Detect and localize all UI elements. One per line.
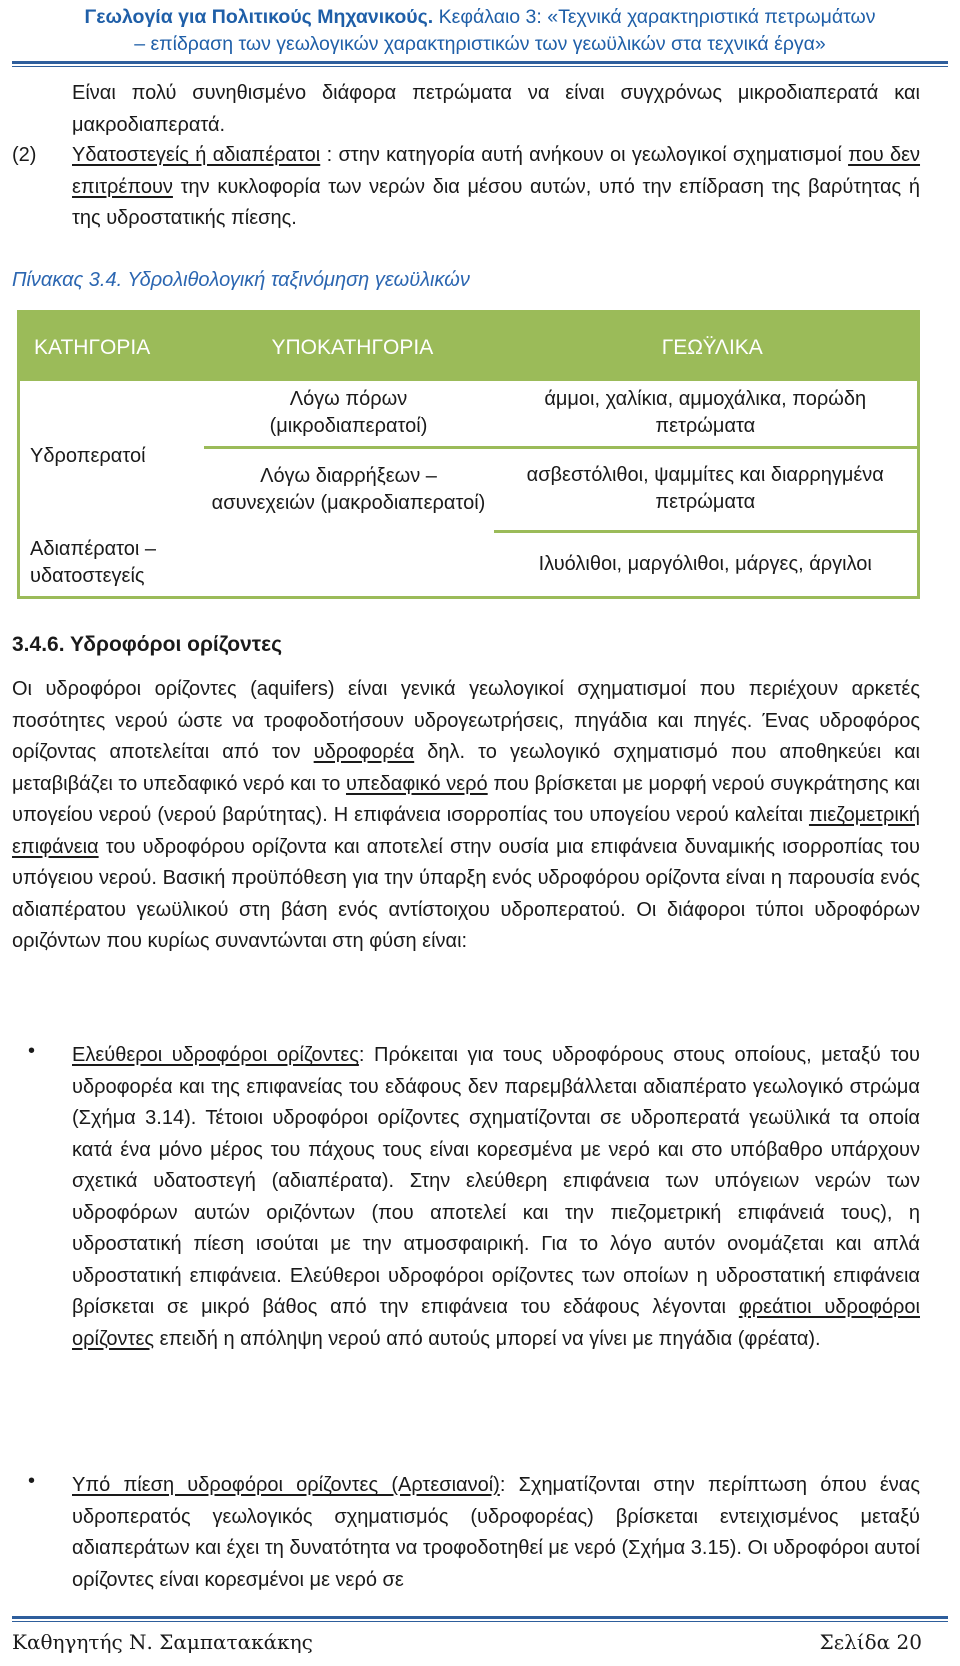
term-free-aquifers: Ελεύθεροι υδροφόροι ορίζοντες <box>72 1044 359 1066</box>
materials-fractures: ασβεστόλιθοι, ψαμμίτες και διαρρηγμένα πετρώματα <box>494 447 919 531</box>
term-confined-aquifers: Υπό πίεση υδροφόροι ορίζοντες (Αρτεσιανοί) <box>72 1474 500 1496</box>
materials-impermeable: Ιλυόλιθοι, μαργόλιθοι, μάργες, άργιλοι <box>538 552 872 575</box>
category-impermeable: Αδιαπέρατοι – υδατοστεγείς <box>30 538 156 588</box>
item-2-underlined: που δεν επιτρέπουν <box>72 144 921 198</box>
header-subcategory: ΥΠΟΚΑΤΗΓΟΡΙΑ <box>204 312 494 382</box>
table-row <box>19 381 919 447</box>
header-materials: ΓΕΩΫΛΙΚΑ <box>494 312 919 382</box>
footer-rule <box>12 1616 948 1622</box>
term-phreatic-aquifers: φρεάτιοι υδροφόροι ορίζοντες <box>72 1296 920 1350</box>
subcategory-empty <box>204 531 494 597</box>
bullet-icon: • <box>28 1040 36 1062</box>
item-2-term: Υδατοστεγείς ή αδιαπέρατοι <box>72 144 321 166</box>
table-row <box>19 531 919 597</box>
bullet-confined-aquifers: Υπό πίεση υδροφόροι ορίζοντες (Αρτεσιανοί): Σχηματίζονται στην περίπτωση όπου ένας υδροπερατός γεωλογικός σχηματισμός (υδροφορέας) βρίσκεται εντειχισμένος μεταξύ αδιαπεράτων και έχει τη δυνατότητα να τροφοδοτηθεί με νερό (Σχήμα 3.15). Οι υδροφόροι αυτοί ορίζοντες είναι κορεσμένοι με νερό σε <box>72 1474 920 1591</box>
term-piezometric-surface: πιεζομετρική επιφάνεια <box>12 804 920 858</box>
header-bold: Γεωλογία για Πολιτικούς Μηχανικούς. <box>84 6 434 28</box>
hydrolithology-table <box>17 310 920 599</box>
subcategory-fractures: Λόγω διαρρήξεων – ασυνεχειών (μακροδιαπερατοί) <box>211 464 486 514</box>
header-line1: Κεφάλαιο 3: «Τεχνικά χαρακτηριστικά πετρωμάτων <box>433 6 876 28</box>
header-rule <box>12 61 948 67</box>
table-header-row <box>19 312 919 382</box>
section-title: 3.4.6. Υδροφόροι ορίζοντες <box>12 633 283 656</box>
header-category: ΚΑΤΗΓΟΡΙΑ <box>19 312 204 382</box>
footer-page-number: Σελίδα 20 <box>819 1630 922 1654</box>
subcategory-pores: Λόγω πόρων (μικροδιαπερατοί) <box>204 381 494 447</box>
section-paragraph: Οι υδροφόροι ορίζοντες (aquifers) είναι γενικά γεωλογικοί σχηματισμοί που περιέχουν αρκετές ποσότητες νερού ώστε να τροφοδοτήσουν υδρογεωτρήσεις, πηγάδια και πηγές. Ένας υδροφόρος ορίζοντας αποτελείται από τον υδροφορέα δηλ. το γεωλογικό σχηματισμό που αποθηκεύει και μεταβιβάζει το υπεδαφικό νερό και το υπεδαφικό νερό που βρίσκεται με μορφή νερού συγκράτησης και υπογείου νερού (νερού βαρύτητας). Η επιφάνεια ισορροπίας του υπογείου νερού καλείται πιεζομετρική επιφάνεια του υδροφόρου ορίζοντα και αποτελεί στην ουσία μια επιφάνεια δυναμικής ισορροπίας του υπόγειου νερού. Βασική προϋπόθεση για την ύπαρξη ενός υδροφόρου ορίζοντα είναι η παρουσία ενός αδιαπέρατου γεωϋλικού στη βάση ενός αντίστοιχου υδροπερατού. Οι διάφοροι τύποι υδροφόρων οριζόντων που κυρίως συναντώνται στη φύση είναι: <box>12 678 921 952</box>
item-2-paragraph: Υδατοστεγείς ή αδιαπέρατοι : στην κατηγορία αυτή ανήκουν οι γεωλογικοί σχηματισμοί που δεν επιτρέπουν την κυκλοφορία των νερών δια μέσου αυτών, υπό την επίδραση της βαρύτητας ή της υδροστατικής πίεσης. <box>72 144 921 229</box>
term-aquifer-carrier: υδροφορέα <box>313 741 415 763</box>
footer-author: Καθηγητής Ν. Σαμπατακάκης <box>12 1630 313 1654</box>
item-number: (2) <box>12 144 37 166</box>
bullet-icon: • <box>28 1470 36 1492</box>
bullet-free-aquifers: Ελεύθεροι υδροφόροι ορίζοντες: Πρόκειται για τους υδροφόρους στους οποίους, μεταξύ του υδροφορέα και της επιφανείας του εδάφους δεν παρεμβάλλεται αδιαπέρατο γεωλογικό στρώμα (Σχήμα 3.14). Τέτοιοι υδροφόροι ορίζοντες σχηματίζονται σε υδροπερατά γεωϋλικά τα οποία κατά ένα μόνο μέρος του πάχους τους είναι κορεσμένα με νερό και στο υπόβαθρο υπάρχουν σχετικά υδατοστεγή (αδιαπέρατα). Στην ελεύθερη επιφάνεια των υπόγειων νερών των υδροφόρων αυτών οριζόντων (που αποτελεί και την πιεζομετρική επιφάνειά τους), η υδροστατική πίεση ισούται με την ατμοσφαιρική. Για το λόγο αυτόν ονομάζεται και απλά υδροστατική επιφάνεια. Ελεύθεροι υδροφόροι ορίζοντες των οποίων η υδροστατική επιφάνεια βρίσκεται σε μικρό βάθος από την επιφάνεια του εδάφους λέγονται φρεάτιοι υδροφόροι ορίζοντες επειδή η απόληψη νερού από αυτούς μπορεί να γίνει με πηγάδια (φρέατα). <box>72 1044 920 1350</box>
running-header <box>0 4 960 58</box>
term-subsurface-water: υπεδαφικό νερό <box>345 772 488 795</box>
intro-paragraph: Είναι πολύ συνηθισμένο διάφορα πετρώματα να είναι συγχρόνως μικροδιαπερατά και μακροδιαπερατά. <box>72 82 920 136</box>
category-permeable: Υδροπερατοί <box>30 444 146 467</box>
header-line2: – επίδραση των γεωλογικών χαρακτηριστικών των γεωϋλικών στα τεχνικά έργα» <box>134 33 826 55</box>
table-caption: Πίνακας 3.4. Υδρολιθολογική ταξινόμηση γεωϋλικών <box>12 269 470 291</box>
materials-pores: άμμοι, χαλίκια, αμμοχάλικα, πορώδη πετρώματα <box>494 381 919 447</box>
